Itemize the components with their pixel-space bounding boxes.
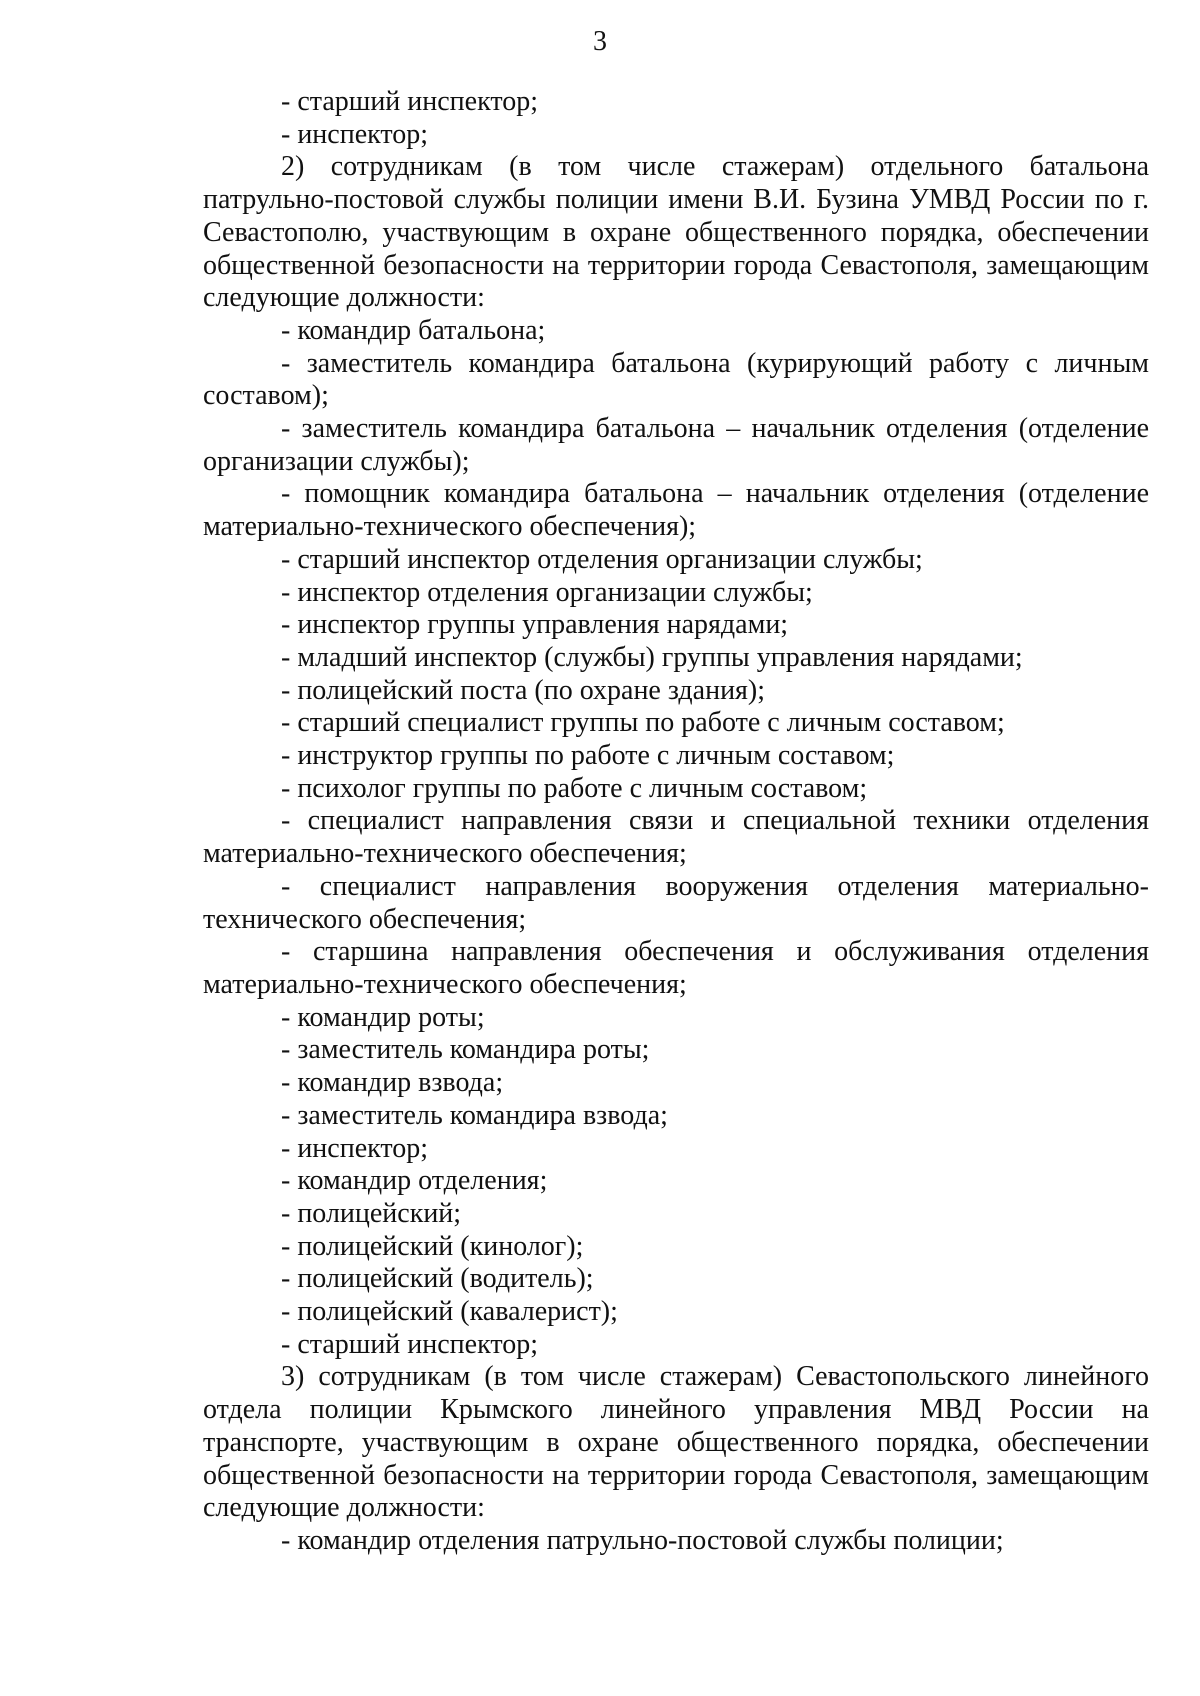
list-item: - командир отделения патрульно-постовой службы полиции; xyxy=(281,1524,1004,1556)
list-item: - командир взвода; xyxy=(281,1067,504,1099)
list-item: - психолог группы по работе с личным составом; xyxy=(281,772,868,804)
list-item: - инспектор; xyxy=(281,1132,429,1164)
list-item: - старшина направления обеспечения и обслуживания отделения материально-технического обеспечения; xyxy=(203,936,1149,1000)
list-item: - старший специалист группы по работе с личным составом; xyxy=(281,707,1005,739)
list-item: - инспектор отделения организации службы; xyxy=(281,576,813,608)
list-item: - старший инспектор; xyxy=(281,86,538,117)
list-item: - младший инспектор (службы) группы управления нарядами; xyxy=(281,641,1023,673)
page-number: 3 xyxy=(593,26,607,57)
list-item: - инспектор группы управления нарядами; xyxy=(281,609,789,641)
list-item: - полицейский (водитель); xyxy=(281,1263,594,1295)
list-item: - заместитель командира батальона – начальник отделения (отделение организации службы); xyxy=(203,413,1149,477)
document-body xyxy=(203,86,1149,1558)
list-item: - полицейский поста (по охране здания); xyxy=(281,674,766,706)
list-item: - полицейский (кавалерист); xyxy=(281,1296,618,1328)
section-paragraph: 2) сотрудникам (в том числе стажерам) отдельного батальона патрульно-постовой службы полиции имени В.И. Бузина УМВД России по г. Севастополю, участвующим в охране общественного порядка, обеспечении общественной безопасности на территории города Севастополя, замещающим следующие должности: xyxy=(203,151,1149,314)
list-item: - инспектор; xyxy=(281,118,429,150)
list-item: - специалист направления связи и специальной техники отделения материально-технического обеспечения; xyxy=(203,805,1149,870)
list-item: - полицейский (кинолог); xyxy=(281,1230,584,1262)
list-item: - инструктор группы по работе с личным составом; xyxy=(281,740,895,772)
list-item: - заместитель командира взвода; xyxy=(281,1099,668,1131)
list-item: - командир отделения; xyxy=(281,1165,548,1197)
list-item: - специалист направления вооружения отделения материально-технического обеспечения; xyxy=(203,870,1149,935)
list-item: - полицейский; xyxy=(281,1197,462,1229)
section-paragraph: 3) сотрудникам (в том числе стажерам) Севастопольского линейного отдела полиции Крымского линейного управления МВД России на транспорте, участвующим в охране общественного порядка, обеспечении общественной безопасности на территории города Севастополя, замещающим следующие должности: xyxy=(203,1361,1149,1524)
list-item: - старший инспектор отделения организации службы; xyxy=(281,543,923,575)
list-item: - заместитель командира батальона (курирующий работу с личным составом); xyxy=(203,347,1149,412)
list-item: - старший инспектор; xyxy=(281,1328,538,1360)
list-item: - помощник командира батальона – начальник отделения (отделение материально-технического обеспечения); xyxy=(203,478,1149,543)
list-item: - заместитель командира роты; xyxy=(281,1034,650,1066)
list-item: - командир роты; xyxy=(281,1001,485,1033)
list-item: - командир батальона; xyxy=(281,314,546,346)
